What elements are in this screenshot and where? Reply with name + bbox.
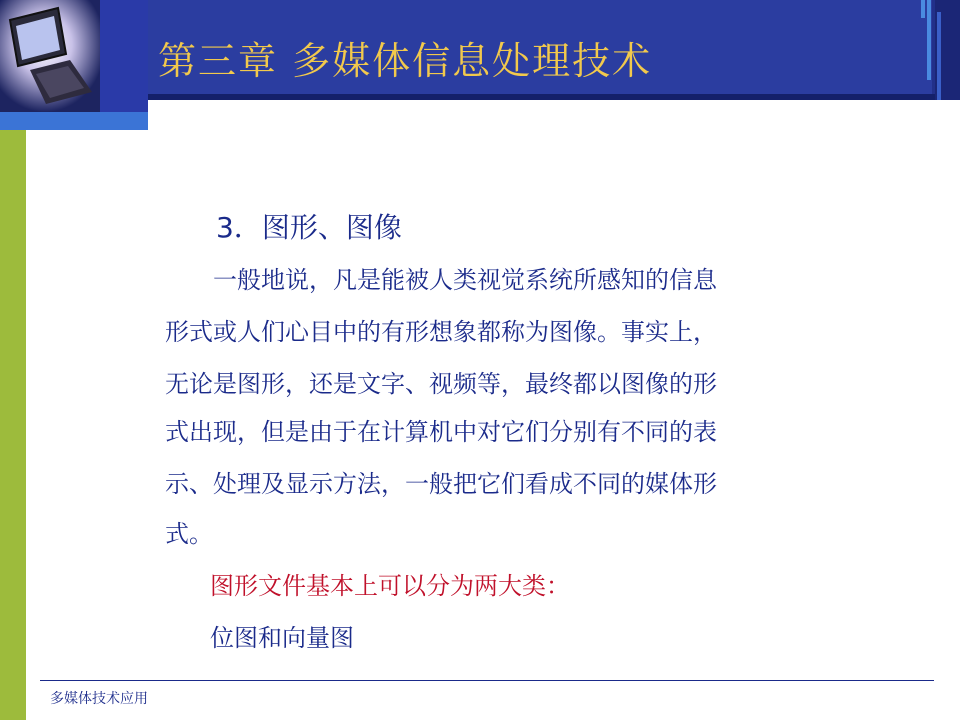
paragraph-line: 式出现，但是由于在计算机中对它们分别有不同的表	[165, 418, 717, 446]
monitor-icon	[0, 0, 100, 112]
footer-text: 多媒体技术应用	[50, 691, 148, 707]
decor-bar	[921, 0, 925, 18]
paragraph-line: 一般地说，凡是能被人类视觉系统所感知的信息	[213, 266, 717, 294]
header-accent	[100, 0, 148, 112]
title-divider	[148, 94, 960, 100]
image-types-text: 位图和向量图	[210, 624, 354, 652]
decor-bar	[927, 0, 931, 80]
paragraph-line: 无论是图形，还是文字、视频等，最终都以图像的形	[165, 370, 717, 398]
section-heading: 3．图形、图像	[216, 211, 402, 244]
header-accent	[0, 112, 148, 130]
highlight-text: 图形文件基本上可以分为两大类：	[210, 572, 570, 600]
paragraph-line: 示、处理及显示方法，一般把它们看成不同的媒体形	[165, 470, 717, 498]
page-title: 第三章 多媒体信息处理技术	[158, 39, 653, 83]
footer-divider	[40, 680, 934, 681]
left-stripe	[0, 130, 26, 720]
paragraph-line: 式。	[165, 520, 213, 548]
paragraph-line: 形式或人们心目中的有形想象都称为图像。事实上，	[165, 318, 717, 346]
decor-bar	[937, 12, 941, 100]
